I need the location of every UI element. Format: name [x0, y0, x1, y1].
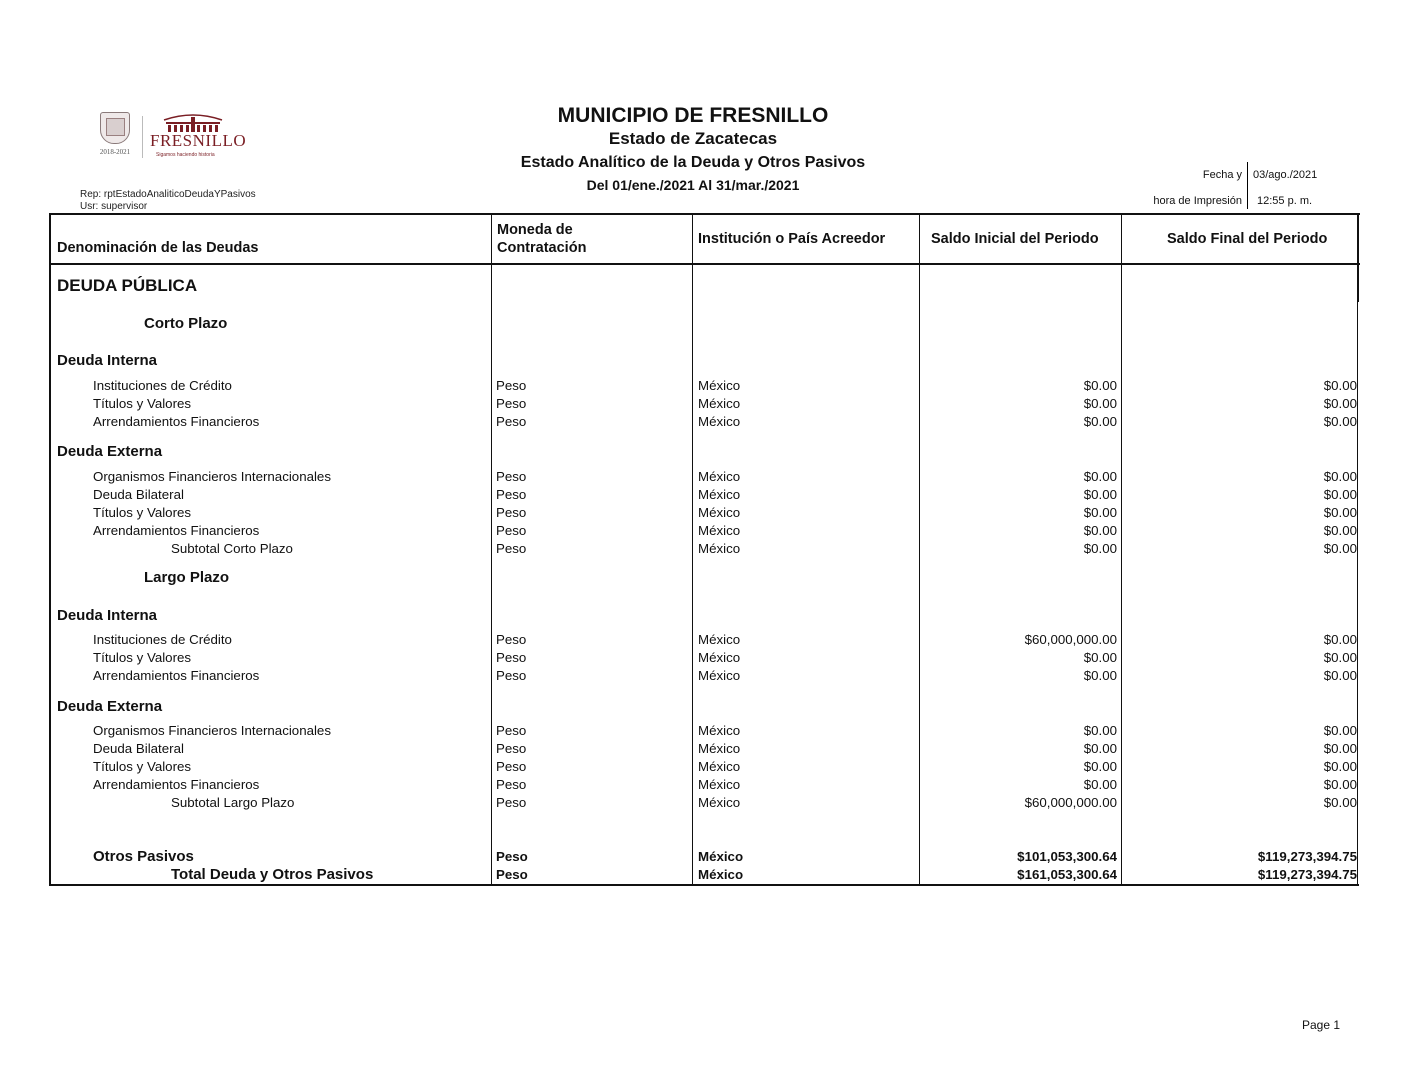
table-row — [0, 722, 1408, 739]
row-name: Títulos y Valores — [93, 650, 192, 665]
row-moneda: Peso — [496, 795, 527, 810]
row-name: Organismos Financieros Internacionales — [93, 469, 331, 484]
otros-pasivos-row — [0, 848, 1408, 865]
group-deuda-interna-lp: Deuda Interna — [57, 607, 158, 624]
row-moneda: Peso — [496, 650, 527, 665]
row-pais: México — [698, 777, 741, 792]
row-saldo-final: $0.00 — [1323, 414, 1357, 429]
col-header-saldo-inicial: Saldo Inicial del Periodo — [931, 231, 1099, 247]
row-saldo-inicial: $0.00 — [1083, 668, 1117, 683]
col-header-denominacion: Denominación de las Deudas — [57, 240, 259, 256]
row-saldo-inicial: $0.00 — [1083, 505, 1117, 520]
table-row — [0, 504, 1408, 521]
row-moneda: Peso — [496, 523, 527, 538]
row-name: Deuda Bilateral — [93, 741, 184, 756]
row-name: Títulos y Valores — [93, 396, 192, 411]
row-pais: México — [698, 523, 741, 538]
subtotal-row — [0, 794, 1408, 811]
row-moneda: Peso — [496, 469, 527, 484]
row-pais: México — [698, 632, 741, 647]
report-state: Estado de Zacatecas — [608, 129, 778, 148]
row-saldo-inicial: $161,053,300.64 — [1017, 867, 1117, 882]
row-saldo-final: $119,273,394.75 — [1257, 867, 1357, 882]
report-user: Usr: supervisor — [80, 201, 148, 212]
row-saldo-inicial: $60,000,000.00 — [1024, 632, 1117, 647]
col-header-saldo-final: Saldo Final del Periodo — [1167, 231, 1328, 247]
row-saldo-final: $0.00 — [1323, 668, 1357, 683]
row-saldo-final: $0.00 — [1323, 723, 1357, 738]
row-moneda: Peso — [496, 505, 527, 520]
row-pais: México — [698, 650, 741, 665]
group-deuda-interna-cp: Deuda Interna — [57, 352, 158, 369]
table-row — [0, 776, 1408, 793]
table-row — [0, 377, 1408, 394]
row-saldo-inicial: $0.00 — [1083, 523, 1117, 538]
row-moneda: Peso — [496, 632, 527, 647]
row-name: Instituciones de Crédito — [93, 632, 232, 647]
col-header-institucion: Institución o País Acreedor — [698, 231, 886, 247]
row-name: Subtotal Largo Plazo — [171, 795, 295, 810]
row-saldo-inicial: $0.00 — [1083, 378, 1117, 393]
row-saldo-inicial: $0.00 — [1083, 487, 1117, 502]
row-name: Deuda Bilateral — [93, 487, 184, 502]
section-deuda-publica: DEUDA PÚBLICA — [57, 276, 198, 295]
header-bottom-border — [49, 263, 1360, 265]
print-date: 03/ago./2021 — [1253, 169, 1318, 181]
report-period: Del 01/ene./2021 Al 31/mar./2021 — [586, 177, 800, 193]
print-time-label: hora de Impresión — [1153, 195, 1242, 207]
row-saldo-inicial: $0.00 — [1083, 741, 1117, 756]
row-pais: México — [698, 668, 741, 683]
row-pais: México — [698, 414, 741, 429]
row-saldo-inicial: $0.00 — [1083, 396, 1117, 411]
row-moneda: Peso — [496, 849, 528, 864]
print-info-divider — [1247, 162, 1248, 209]
row-saldo-inicial: $0.00 — [1083, 414, 1117, 429]
row-saldo-inicial: $101,053,300.64 — [1017, 849, 1117, 864]
row-moneda: Peso — [496, 777, 527, 792]
row-pais: México — [698, 741, 741, 756]
section-largo-plazo: Largo Plazo — [144, 569, 230, 586]
row-moneda: Peso — [496, 741, 527, 756]
table-right-border-top — [1357, 213, 1359, 302]
row-pais: México — [698, 541, 741, 556]
row-saldo-final: $0.00 — [1323, 378, 1357, 393]
table-row — [0, 758, 1408, 775]
row-saldo-final: $0.00 — [1323, 650, 1357, 665]
row-saldo-final: $0.00 — [1323, 523, 1357, 538]
row-moneda: Peso — [496, 396, 527, 411]
print-time: 12:55 p. m. — [1257, 195, 1313, 207]
row-name: Arrendamientos Financieros — [93, 668, 260, 683]
logo-brand: FRESNILLO — [150, 131, 247, 150]
table-bottom-border — [49, 884, 1359, 886]
row-saldo-final: $0.00 — [1323, 632, 1357, 647]
row-pais: México — [698, 396, 741, 411]
row-name: Instituciones de Crédito — [93, 378, 232, 393]
row-saldo-final: $0.00 — [1323, 396, 1357, 411]
table-row — [0, 631, 1408, 648]
table-row — [0, 740, 1408, 757]
row-saldo-inicial: $0.00 — [1083, 469, 1117, 484]
table-row — [0, 486, 1408, 503]
row-saldo-final: $0.00 — [1323, 795, 1357, 810]
row-saldo-final: $0.00 — [1323, 759, 1357, 774]
row-name: Títulos y Valores — [93, 505, 192, 520]
row-saldo-final: $119,273,394.75 — [1257, 849, 1357, 864]
row-pais: México — [698, 378, 741, 393]
report-id: Rep: rptEstadoAnaliticoDeudaYPasivos — [80, 189, 256, 200]
row-pais: México — [698, 795, 741, 810]
group-deuda-externa-lp: Deuda Externa — [57, 698, 163, 715]
row-pais: México — [698, 759, 741, 774]
table-row — [0, 649, 1408, 666]
row-moneda: Peso — [496, 378, 527, 393]
report-name: Estado Analítico de la Deuda y Otros Pasivos — [520, 154, 866, 171]
row-saldo-final: $0.00 — [1323, 469, 1357, 484]
row-pais: México — [698, 469, 741, 484]
row-moneda: Peso — [496, 487, 527, 502]
row-saldo-final: $0.00 — [1323, 505, 1357, 520]
row-pais: México — [698, 849, 744, 864]
subtotal-row — [0, 540, 1408, 557]
row-saldo-final: $0.00 — [1323, 777, 1357, 792]
row-pais: México — [698, 723, 741, 738]
print-date-label: Fecha y — [1202, 169, 1242, 181]
table-row — [0, 522, 1408, 539]
row-name: Arrendamientos Financieros — [93, 777, 260, 792]
row-saldo-inicial: $0.00 — [1083, 723, 1117, 738]
row-saldo-inicial: $0.00 — [1083, 650, 1117, 665]
table-row — [0, 413, 1408, 430]
row-moneda: Peso — [496, 414, 527, 429]
row-moneda: Peso — [496, 541, 527, 556]
row-name: Arrendamientos Financieros — [93, 523, 260, 538]
table-row — [0, 395, 1408, 412]
row-saldo-inicial: $0.00 — [1083, 759, 1117, 774]
row-saldo-inicial: $0.00 — [1083, 541, 1117, 556]
row-name: Total Deuda y Otros Pasivos — [171, 866, 374, 883]
logo-tagline: Sigamos haciendo historia — [156, 152, 215, 158]
row-name: Subtotal Corto Plazo — [171, 541, 293, 556]
row-moneda: Peso — [496, 759, 527, 774]
row-pais: México — [698, 505, 741, 520]
row-saldo-inicial: $0.00 — [1083, 777, 1117, 792]
row-saldo-final: $0.00 — [1323, 741, 1357, 756]
row-moneda: Peso — [496, 867, 528, 882]
logo-years: 2018-2021 — [99, 148, 131, 156]
row-moneda: Peso — [496, 723, 527, 738]
row-name: Otros Pasivos — [93, 848, 194, 865]
row-pais: México — [698, 487, 741, 502]
page-number: Page 1 — [1302, 1018, 1341, 1032]
row-name: Títulos y Valores — [93, 759, 192, 774]
row-moneda: Peso — [496, 668, 527, 683]
total-row — [0, 866, 1408, 883]
row-name: Organismos Financieros Internacionales — [93, 723, 331, 738]
row-saldo-final: $0.00 — [1323, 487, 1357, 502]
row-name: Arrendamientos Financieros — [93, 414, 260, 429]
row-saldo-final: $0.00 — [1323, 541, 1357, 556]
row-saldo-inicial: $60,000,000.00 — [1024, 795, 1117, 810]
table-top-border — [49, 213, 1360, 215]
report-title: MUNICIPIO DE FRESNILLO — [557, 104, 829, 127]
table-row — [0, 468, 1408, 485]
col-header-moneda: Moneda de Contratación — [497, 222, 587, 256]
section-corto-plazo: Corto Plazo — [144, 315, 228, 332]
group-deuda-externa-cp: Deuda Externa — [57, 443, 163, 460]
table-row — [0, 667, 1408, 684]
row-pais: México — [698, 867, 744, 882]
